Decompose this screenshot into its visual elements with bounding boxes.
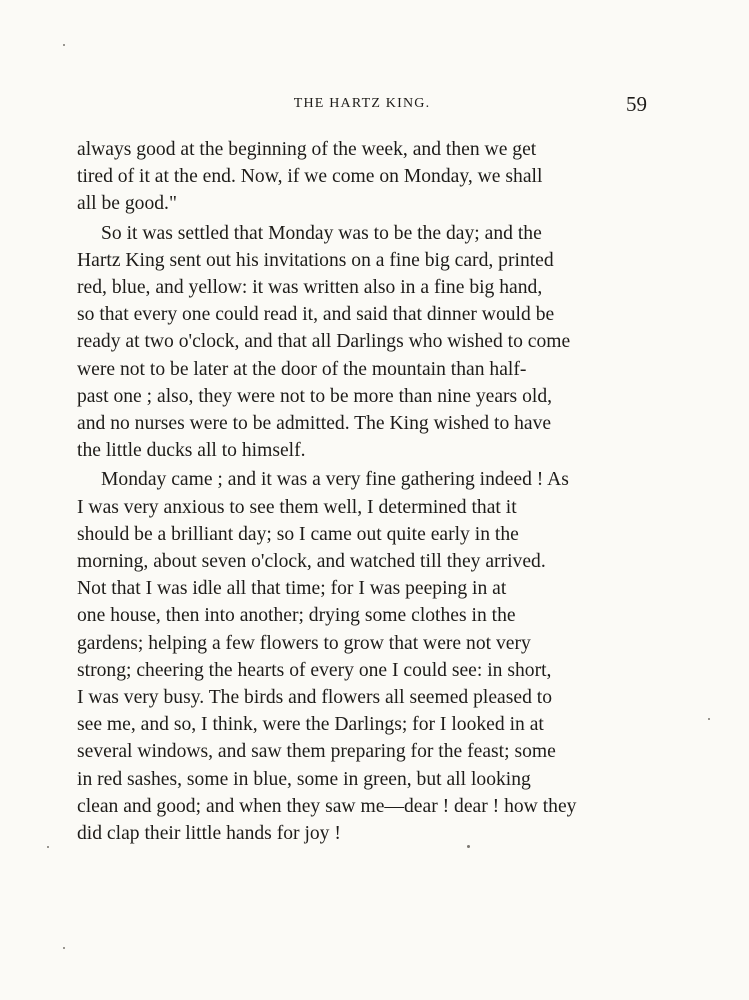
text-line: several windows, and saw them preparing for the feast; some xyxy=(77,741,556,763)
print-speck xyxy=(63,947,65,949)
text-line: so that every one could read it, and said that dinner would be xyxy=(77,304,555,326)
text-line: should be a brilliant day; so I came out quite early in the xyxy=(77,523,519,545)
text-line: the little ducks all to himself. xyxy=(77,440,306,462)
text-line: in red sashes, some in blue, some in green, but all looking xyxy=(77,768,531,790)
print-speck xyxy=(47,846,49,848)
body-text xyxy=(77,136,647,847)
text-line: morning, about seven o'clock, and watched till they arrived. xyxy=(77,551,546,573)
text-line: were not to be later at the door of the mountain than half- xyxy=(77,358,527,380)
text-line: one house, then into another; drying some clothes in the xyxy=(77,605,516,627)
text-line: all be good." xyxy=(77,193,177,215)
text-line: and no nurses were to be admitted. The King wished to have xyxy=(77,413,552,435)
text-line: strong; cheering the hearts of every one I could see: in short, xyxy=(77,659,552,681)
paragraph-3 xyxy=(77,466,647,847)
text-line: see me, and so, I think, were the Darlings; for I looked in at xyxy=(77,714,544,736)
text-line: tired of it at the end. Now, if we come on Monday, we shall xyxy=(77,166,543,188)
text-line: Not that I was idle all that time; for I was peeping in at xyxy=(77,578,507,600)
print-speck xyxy=(63,44,65,46)
text-line: gardens; helping a few flowers to grow that were not very xyxy=(77,632,531,654)
print-speck xyxy=(467,845,470,848)
page-header xyxy=(77,92,647,122)
text-line: Hartz King sent out his invitations on a fine big card, printed xyxy=(77,249,554,271)
page-number: 59 xyxy=(626,92,647,116)
text-line: did clap their little hands for joy ! xyxy=(77,823,341,845)
text-line: I was very anxious to see them well, I determined that it xyxy=(77,496,517,518)
paragraph-2 xyxy=(77,220,647,465)
text-line: always good at the beginning of the week, and then we get xyxy=(77,139,537,160)
text-line: red, blue, and yellow: it was written also in a fine big hand, xyxy=(77,277,543,299)
text-line: clean and good; and when they saw me—dear ! dear ! how they xyxy=(77,795,577,817)
print-speck xyxy=(708,718,710,720)
text-line: Monday came ; and it was a very fine gathering indeed ! As xyxy=(101,469,569,491)
text-line: I was very busy. The birds and flowers all seemed pleased to xyxy=(77,687,553,709)
running-title: THE HARTZ KING. xyxy=(293,96,431,111)
text-line: ready at two o'clock, and that all Darlings who wished to come xyxy=(77,331,571,353)
text-line: So it was settled that Monday was to be the day; and the xyxy=(101,222,542,244)
paragraph-1 xyxy=(77,136,647,218)
text-line: past one ; also, they were not to be more than nine years old, xyxy=(77,385,553,407)
